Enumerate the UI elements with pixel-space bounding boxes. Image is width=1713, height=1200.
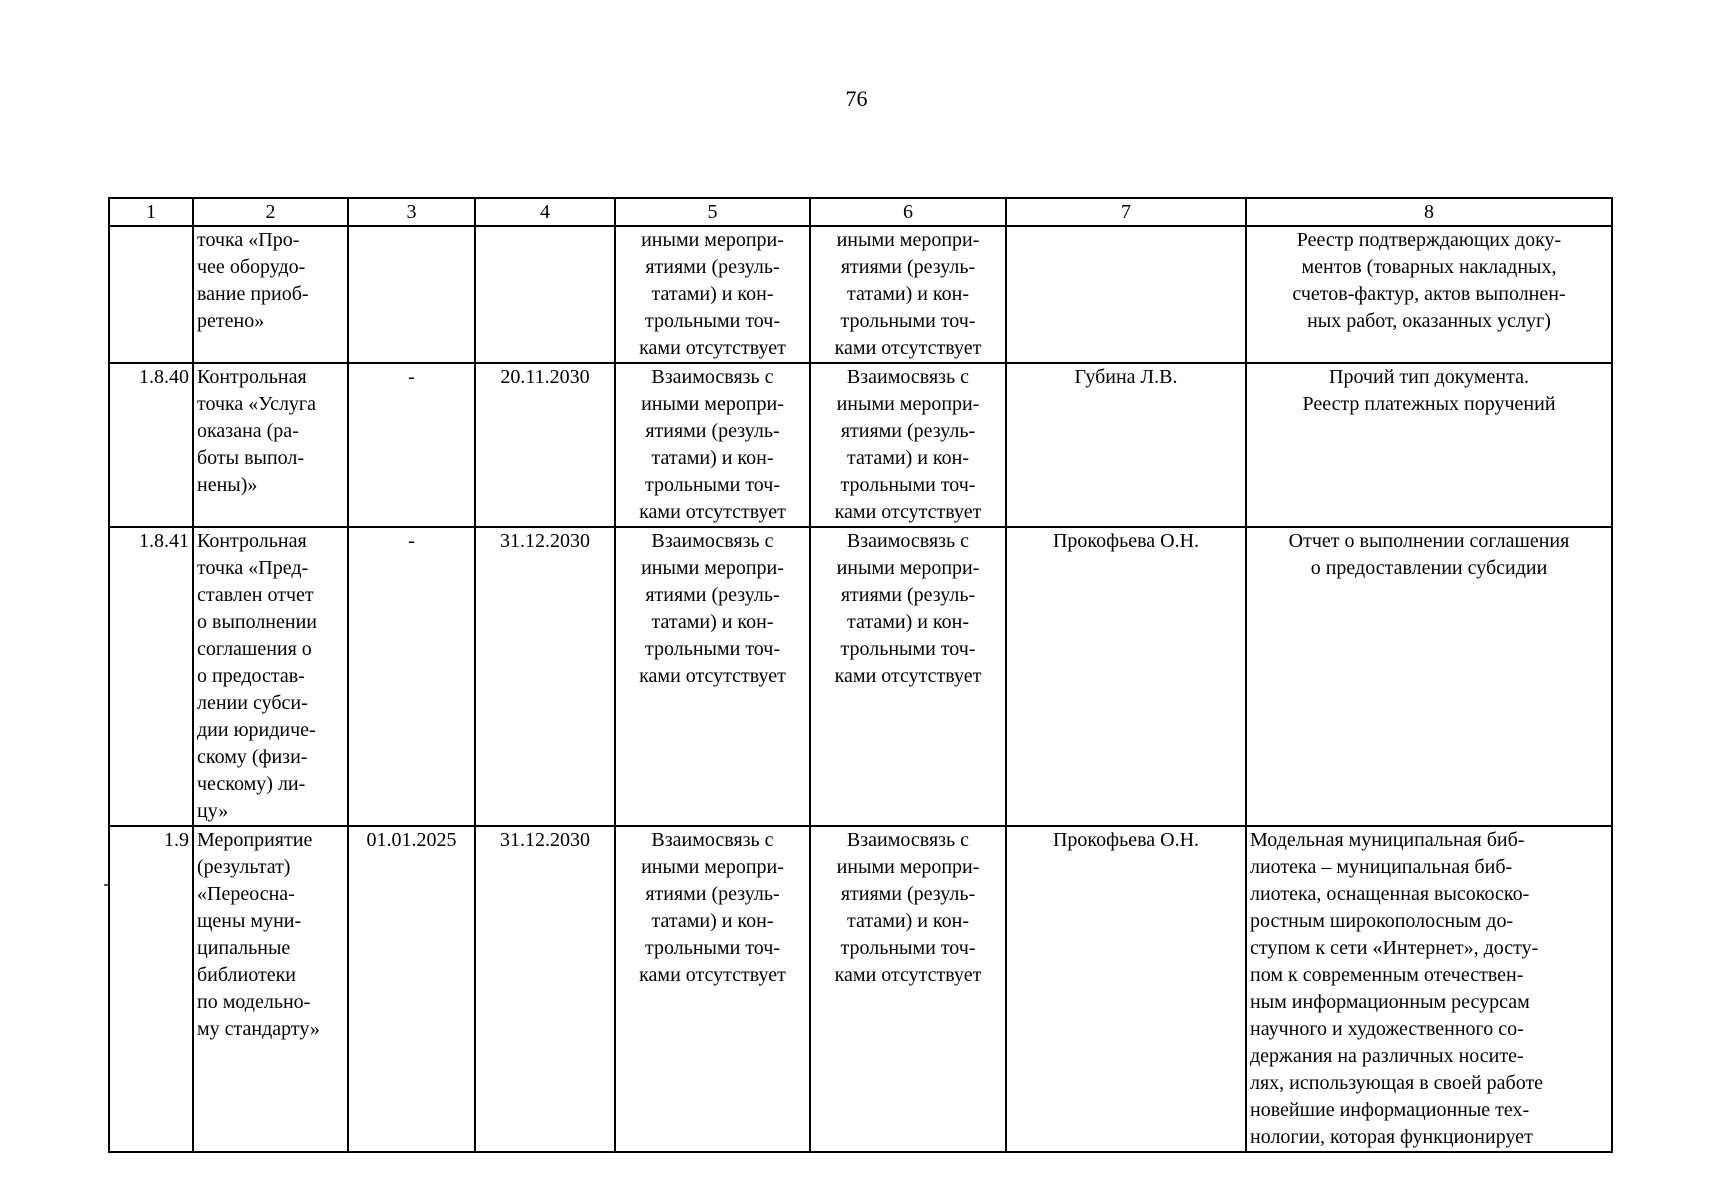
table-row <box>109 527 1612 826</box>
row-number: 1.8.41 <box>109 527 193 826</box>
header-row <box>109 198 1612 226</box>
header-col-5: 5 <box>615 198 810 226</box>
row-start-date <box>348 226 475 363</box>
table-row <box>109 826 1612 1152</box>
row-name: Контрольная точка «Услуга оказана (ра- боты выпол- нены)» <box>193 363 348 527</box>
page-number: 76 <box>845 86 868 111</box>
row-link-results: иными меропри- ятиями (резуль- татами) и кон- трольными точ- ками отсутствует <box>810 226 1006 363</box>
table-row <box>109 226 1612 363</box>
margin-mark <box>104 884 108 886</box>
header-col-8: 8 <box>1246 198 1612 226</box>
header-col-3: 3 <box>348 198 475 226</box>
row-end-date: 31.12.2030 <box>475 527 615 826</box>
header-col-4: 4 <box>475 198 615 226</box>
header-col-6: 6 <box>810 198 1006 226</box>
row-link-events: Взаимосвязь с иными меропри- ятиями (резуль- татами) и кон- трольными точ- ками отсутствует <box>615 826 810 1152</box>
header-col-2: 2 <box>193 198 348 226</box>
row-responsible: Губина Л.В. <box>1006 363 1246 527</box>
row-number <box>109 226 193 363</box>
schedule-table <box>108 197 1613 1153</box>
row-link-results: Взаимосвязь с иными меропри- ятиями (резуль- татами) и кон- трольными точ- ками отсутствует <box>810 826 1006 1152</box>
row-document: Отчет о выполнении соглашения о предоставлении субсидии <box>1246 527 1612 826</box>
header-col-7: 7 <box>1006 198 1246 226</box>
row-number: 1.9 <box>109 826 193 1152</box>
row-document: Прочий тип документа. Реестр платежных поручений <box>1246 363 1612 527</box>
row-responsible <box>1006 226 1246 363</box>
row-end-date <box>475 226 615 363</box>
row-responsible: Прокофьева О.Н. <box>1006 527 1246 826</box>
header-col-1: 1 <box>109 198 193 226</box>
row-name: Мероприятие (результат) «Переосна- щены муни- ципальные библиотеки по модельно- му стандарту» <box>193 826 348 1152</box>
row-start-date: 01.01.2025 <box>348 826 475 1152</box>
table-row <box>109 363 1612 527</box>
row-link-events: Взаимосвязь с иными меропри- ятиями (резуль- татами) и кон- трольными точ- ками отсутствует <box>615 527 810 826</box>
row-link-results: Взаимосвязь с иными меропри- ятиями (резуль- татами) и кон- трольными точ- ками отсутствует <box>810 363 1006 527</box>
row-document: Модельная муниципальная биб- лиотека – муниципальная биб- лиотека, оснащенная высокоско- ростным широкополосным до- ступом к сети «Интернет», досту- пом к современным отечествен- ным информационным ресурсам научного и художественного со- держания на различных носите- лях, использующая в своей работе новейшие информационные тех- нологии, которая функционирует <box>1246 826 1612 1152</box>
row-end-date: 20.11.2030 <box>475 363 615 527</box>
row-document: Реестр подтверждающих доку- ментов (товарных накладных, счетов-фактур, актов выполнен- ных работ, оказанных услуг) <box>1246 226 1612 363</box>
row-name: точка «Про- чее оборудо- вание приоб- ретено» <box>193 226 348 363</box>
row-responsible: Прокофьева О.Н. <box>1006 826 1246 1152</box>
row-link-events: иными меропри- ятиями (резуль- татами) и кон- трольными точ- ками отсутствует <box>615 226 810 363</box>
row-link-events: Взаимосвязь с иными меропри- ятиями (резуль- татами) и кон- трольными точ- ками отсутствует <box>615 363 810 527</box>
row-start-date: - <box>348 527 475 826</box>
row-end-date: 31.12.2030 <box>475 826 615 1152</box>
row-start-date: - <box>348 363 475 527</box>
row-link-results: Взаимосвязь с иными меропри- ятиями (резуль- татами) и кон- трольными точ- ками отсутствует <box>810 527 1006 826</box>
row-name: Контрольная точка «Пред- ставлен отчет о выполнении соглашения о о предостав- лении субси- дии юридиче- скому (физи- ческому) ли- цу» <box>193 527 348 826</box>
row-number: 1.8.40 <box>109 363 193 527</box>
